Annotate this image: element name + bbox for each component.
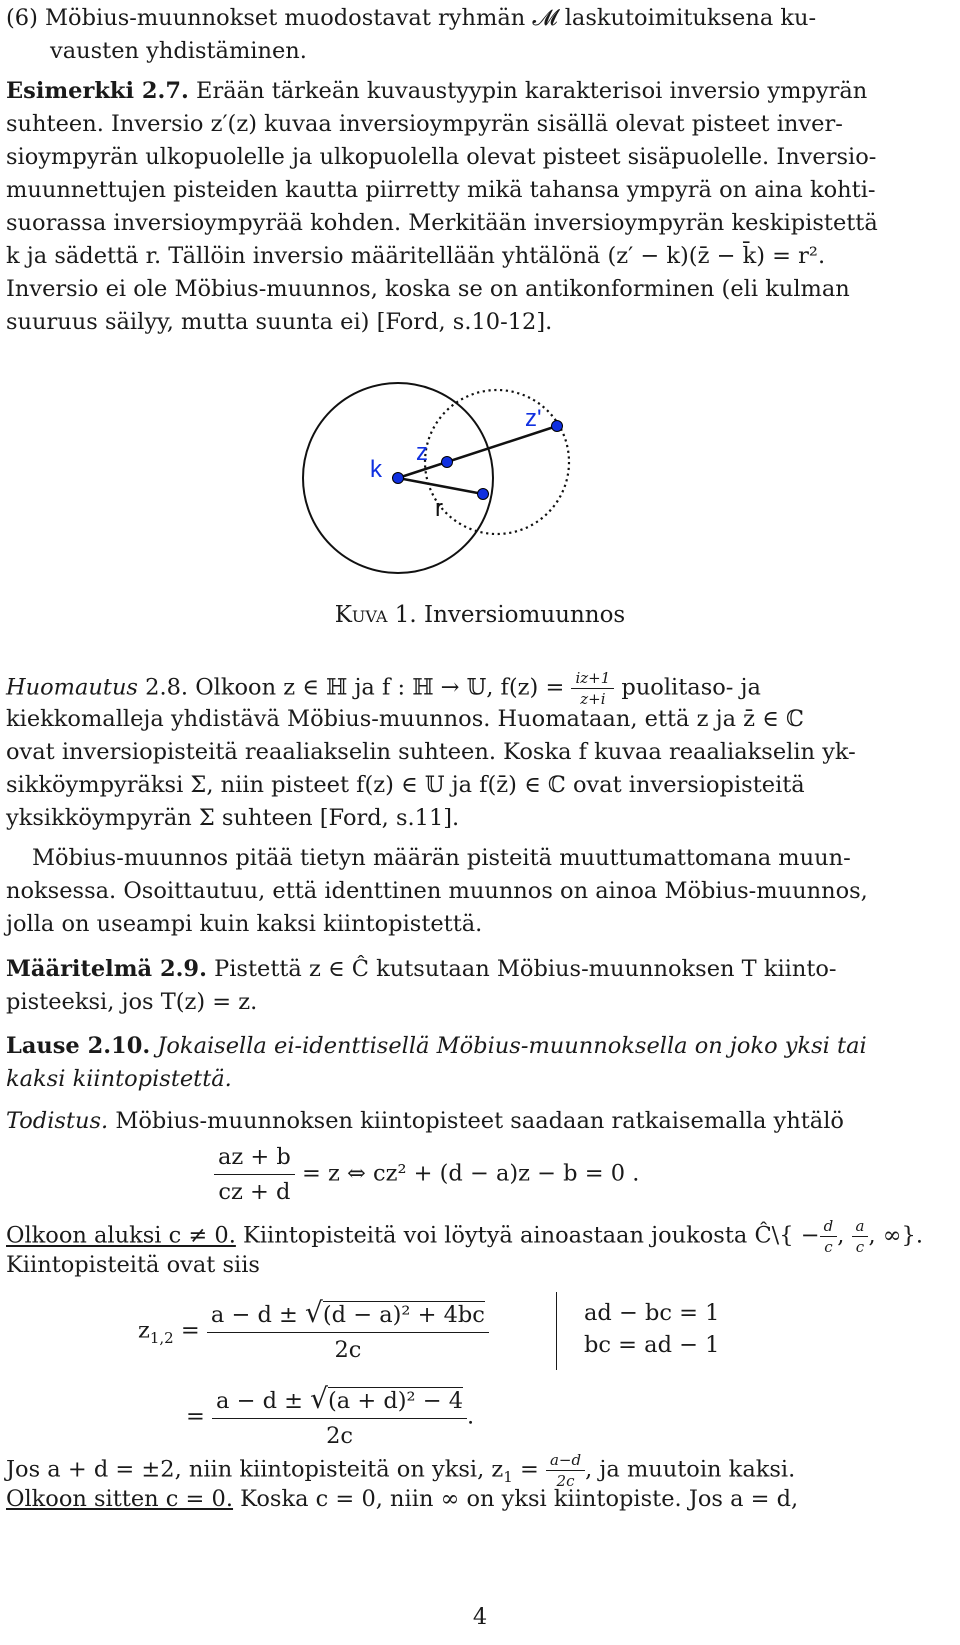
item6-line1: (6) Möbius-muunnokset muodostavat ryhmän 𝓜 laskutoimituksena ku-: [6, 5, 817, 31]
jos-end: , ja muutoin kaksi.: [585, 1456, 796, 1483]
case1-frac1-num: d: [820, 1218, 838, 1237]
z12-sub: 1,2: [149, 1329, 174, 1347]
eq-fraction: [214, 1142, 295, 1207]
radius-line: [398, 478, 483, 494]
para2-line-2: noksessa. Osoittautuu, että identtinen muunnos on ainoa Möbius-muunnos,: [6, 878, 868, 904]
fixed-point-equation: [214, 1142, 639, 1207]
remark-line-5: yksikköympyrän Σ suhteen [Ford, s.11].: [6, 805, 460, 831]
case1-frac1: [820, 1218, 838, 1255]
side-rule: [556, 1292, 557, 1370]
definition-line-1: Pistettä z ∈ Ĉ kutsutaan Möbius-muunnoksen T kiinto-: [206, 956, 837, 982]
label-r: r: [435, 495, 443, 522]
example-label: Esimerkki 2.7.: [6, 78, 189, 104]
list-item-6: [6, 2, 910, 68]
sol1-den: 2c: [334, 1337, 362, 1363]
case1-frac2-num: a: [852, 1218, 869, 1237]
proof-line-1: [6, 1106, 844, 1136]
sol2-end: .: [467, 1403, 475, 1430]
solution-line-1: [138, 1298, 489, 1365]
z12-eq: =: [173, 1317, 207, 1344]
label-z-prime: z': [525, 405, 542, 432]
case1-frac2: [852, 1218, 869, 1255]
case1-frac1-den: c: [824, 1238, 833, 1256]
solution-fraction-2: $\frac{\text{a − d ± √(a + d)² − 4}}{2c}$: [212, 1384, 467, 1451]
theorem-label: Lause 2.10.: [6, 1033, 151, 1059]
para2-line-1: Möbius-muunnos pitää tietyn määrän pisteitä muuttumattomana muun-: [32, 845, 851, 871]
figure-caption: [0, 597, 960, 633]
example-line-2: sioympyrän ulkopuolelle ja ulkopuolella olevat pisteet sisäpuolelle. Inversio-: [6, 144, 877, 170]
label-k: k: [370, 456, 382, 483]
item6-line2: vausten yhdistäminen.: [50, 38, 307, 64]
remark-fraction: [571, 670, 614, 707]
jos-text: Jos a + d = ±2, niin kiintopisteitä on yksi, z: [6, 1456, 504, 1483]
point-z-prime: [552, 421, 563, 432]
sol2-eq: =: [186, 1403, 213, 1430]
remark-line-2: kiekkomalleja yhdistävä Möbius-muunnos. Huomataan, että z ja z̄ ∈ ℂ: [6, 706, 804, 732]
sol1-num-a: a − d ±: [210, 1302, 306, 1328]
remark-text-a: 2.8. Olkoon z ∈ ℍ ja f : ℍ → 𝕌, f(z) =: [137, 674, 572, 701]
case1-text: Kiintopisteitä voi löytyä ainoastaan joukosta Ĉ\{ −: [235, 1222, 820, 1249]
caption-prefix: Kuva: [334, 602, 388, 628]
sol1-radicand: (d − a)² + 4bc: [322, 1302, 485, 1328]
mobius-paragraph: [6, 842, 910, 941]
definition-2-9: [6, 953, 910, 1019]
case-c-zero: [6, 1484, 798, 1514]
point-r-end: [478, 489, 489, 500]
jos-eq: =: [512, 1456, 546, 1483]
label-z: z: [416, 439, 428, 466]
remark-frac-num: iz+1: [571, 670, 614, 689]
proof-text-1: Möbius-muunnoksen kiintopisteet saadaan ratkaisemalla yhtälö: [108, 1108, 844, 1134]
remark-text-b: puolitaso- ja: [614, 674, 761, 701]
remark-line-4: sikköympyräksi Σ, niin pisteet f(z) ∈ 𝕌 ja f(z̄) ∈ ℂ ovat inversiopisteitä: [6, 772, 805, 798]
para2-line-3: jolla on useampi kuin kaksi kiintopistettä.: [6, 911, 483, 937]
eq-num: az + b: [214, 1142, 295, 1175]
sol2-num-a: a − d ±: [216, 1388, 311, 1414]
case1-underlined: Olkoon aluksi c ≠ 0.: [6, 1222, 236, 1249]
example-line-1: suhteen. Inversio z′(z) kuvaa inversioympyrän sisällä olevat pisteet inver-: [6, 111, 843, 137]
case1-frac2-den: c: [855, 1238, 865, 1256]
example-line-7: suuruus säilyy, mutta suunta ei) [Ford, s.10-12].: [6, 309, 553, 335]
jos-den: 2c: [556, 1472, 575, 1490]
solution-fraction-1: $\frac{\text{a − d ± √(d − a)² + 4bc}}{2c}$: [207, 1298, 489, 1365]
remark-label: Huomautus: [6, 674, 138, 701]
example-line-3: muunnettujen pisteiden kautta piirretty mikä tahansa ympyrä on aina kohti-: [6, 177, 876, 203]
remark-line-3: ovat inversiopisteitä reaaliakselin suhteen. Koska f kuvaa reaaliakselin yk-: [6, 739, 856, 765]
remark-frac-den: z+i: [580, 690, 606, 708]
side-eq-1: ad − bc = 1: [584, 1300, 720, 1326]
z12-lhs: z: [138, 1317, 150, 1344]
remark-body: [6, 703, 910, 835]
example-line-4: suorassa inversioympyrää kohden. Merkitään inversioympyrän keskipistettä: [6, 210, 878, 236]
theorem-2-10: [6, 1030, 910, 1096]
point-z: [442, 457, 453, 468]
inversion-figure: [300, 370, 600, 610]
example-line-6: Inversio ei ole Möbius-muunnos, koska se on antikonforminen (eli kulman: [6, 276, 850, 302]
case1-end: , ∞}.: [868, 1222, 923, 1249]
side-eq-2: bc = ad − 1: [584, 1332, 720, 1358]
example-line-0: Erään tärkeän kuvaustyypin karakterisoi inversio ympyrän: [188, 78, 868, 104]
sol2-radicand: (a + d)² − 4: [328, 1388, 464, 1414]
case1-sep: ,: [837, 1222, 845, 1249]
proof-label: Todistus.: [6, 1108, 109, 1134]
sol2-den: 2c: [326, 1423, 353, 1449]
theorem-line-2: kaksi kiintopistettä.: [6, 1066, 232, 1092]
definition-line-2: pisteeksi, jos T(z) = z.: [6, 989, 258, 1015]
definition-label: Määritelmä 2.9.: [6, 956, 207, 982]
point-k: [393, 473, 404, 484]
example-line-5: k ja sädettä r. Tällöin inversio määritellään yhtälönä (z′ − k)(z̄ − k̄) = r².: [6, 243, 826, 269]
eq-den: cz + d: [218, 1179, 291, 1205]
eq-rest: = z ⇔ cz² + (d − a)z − b = 0 .: [294, 1160, 640, 1187]
fixed-points-intro: Kiintopisteitä ovat siis: [6, 1252, 260, 1278]
jos-num: a−d: [546, 1452, 585, 1471]
remark-line-1: [6, 670, 761, 707]
example-2-7: [6, 75, 910, 339]
case2-text: Koska c = 0, niin ∞ on yksi kiintopiste. Jos a = d,: [233, 1486, 799, 1512]
page-number: 4: [472, 1604, 488, 1630]
caption-text: 1. Inversiomuunnos: [387, 602, 626, 628]
theorem-line-1: Jokaisella ei-identtisellä Möbius-muunnoksella on joko yksi tai: [150, 1033, 867, 1059]
solution-line-2: [186, 1384, 474, 1451]
jos-sub: 1: [503, 1468, 513, 1486]
case2-underlined: Olkoon sitten c = 0.: [6, 1486, 234, 1512]
